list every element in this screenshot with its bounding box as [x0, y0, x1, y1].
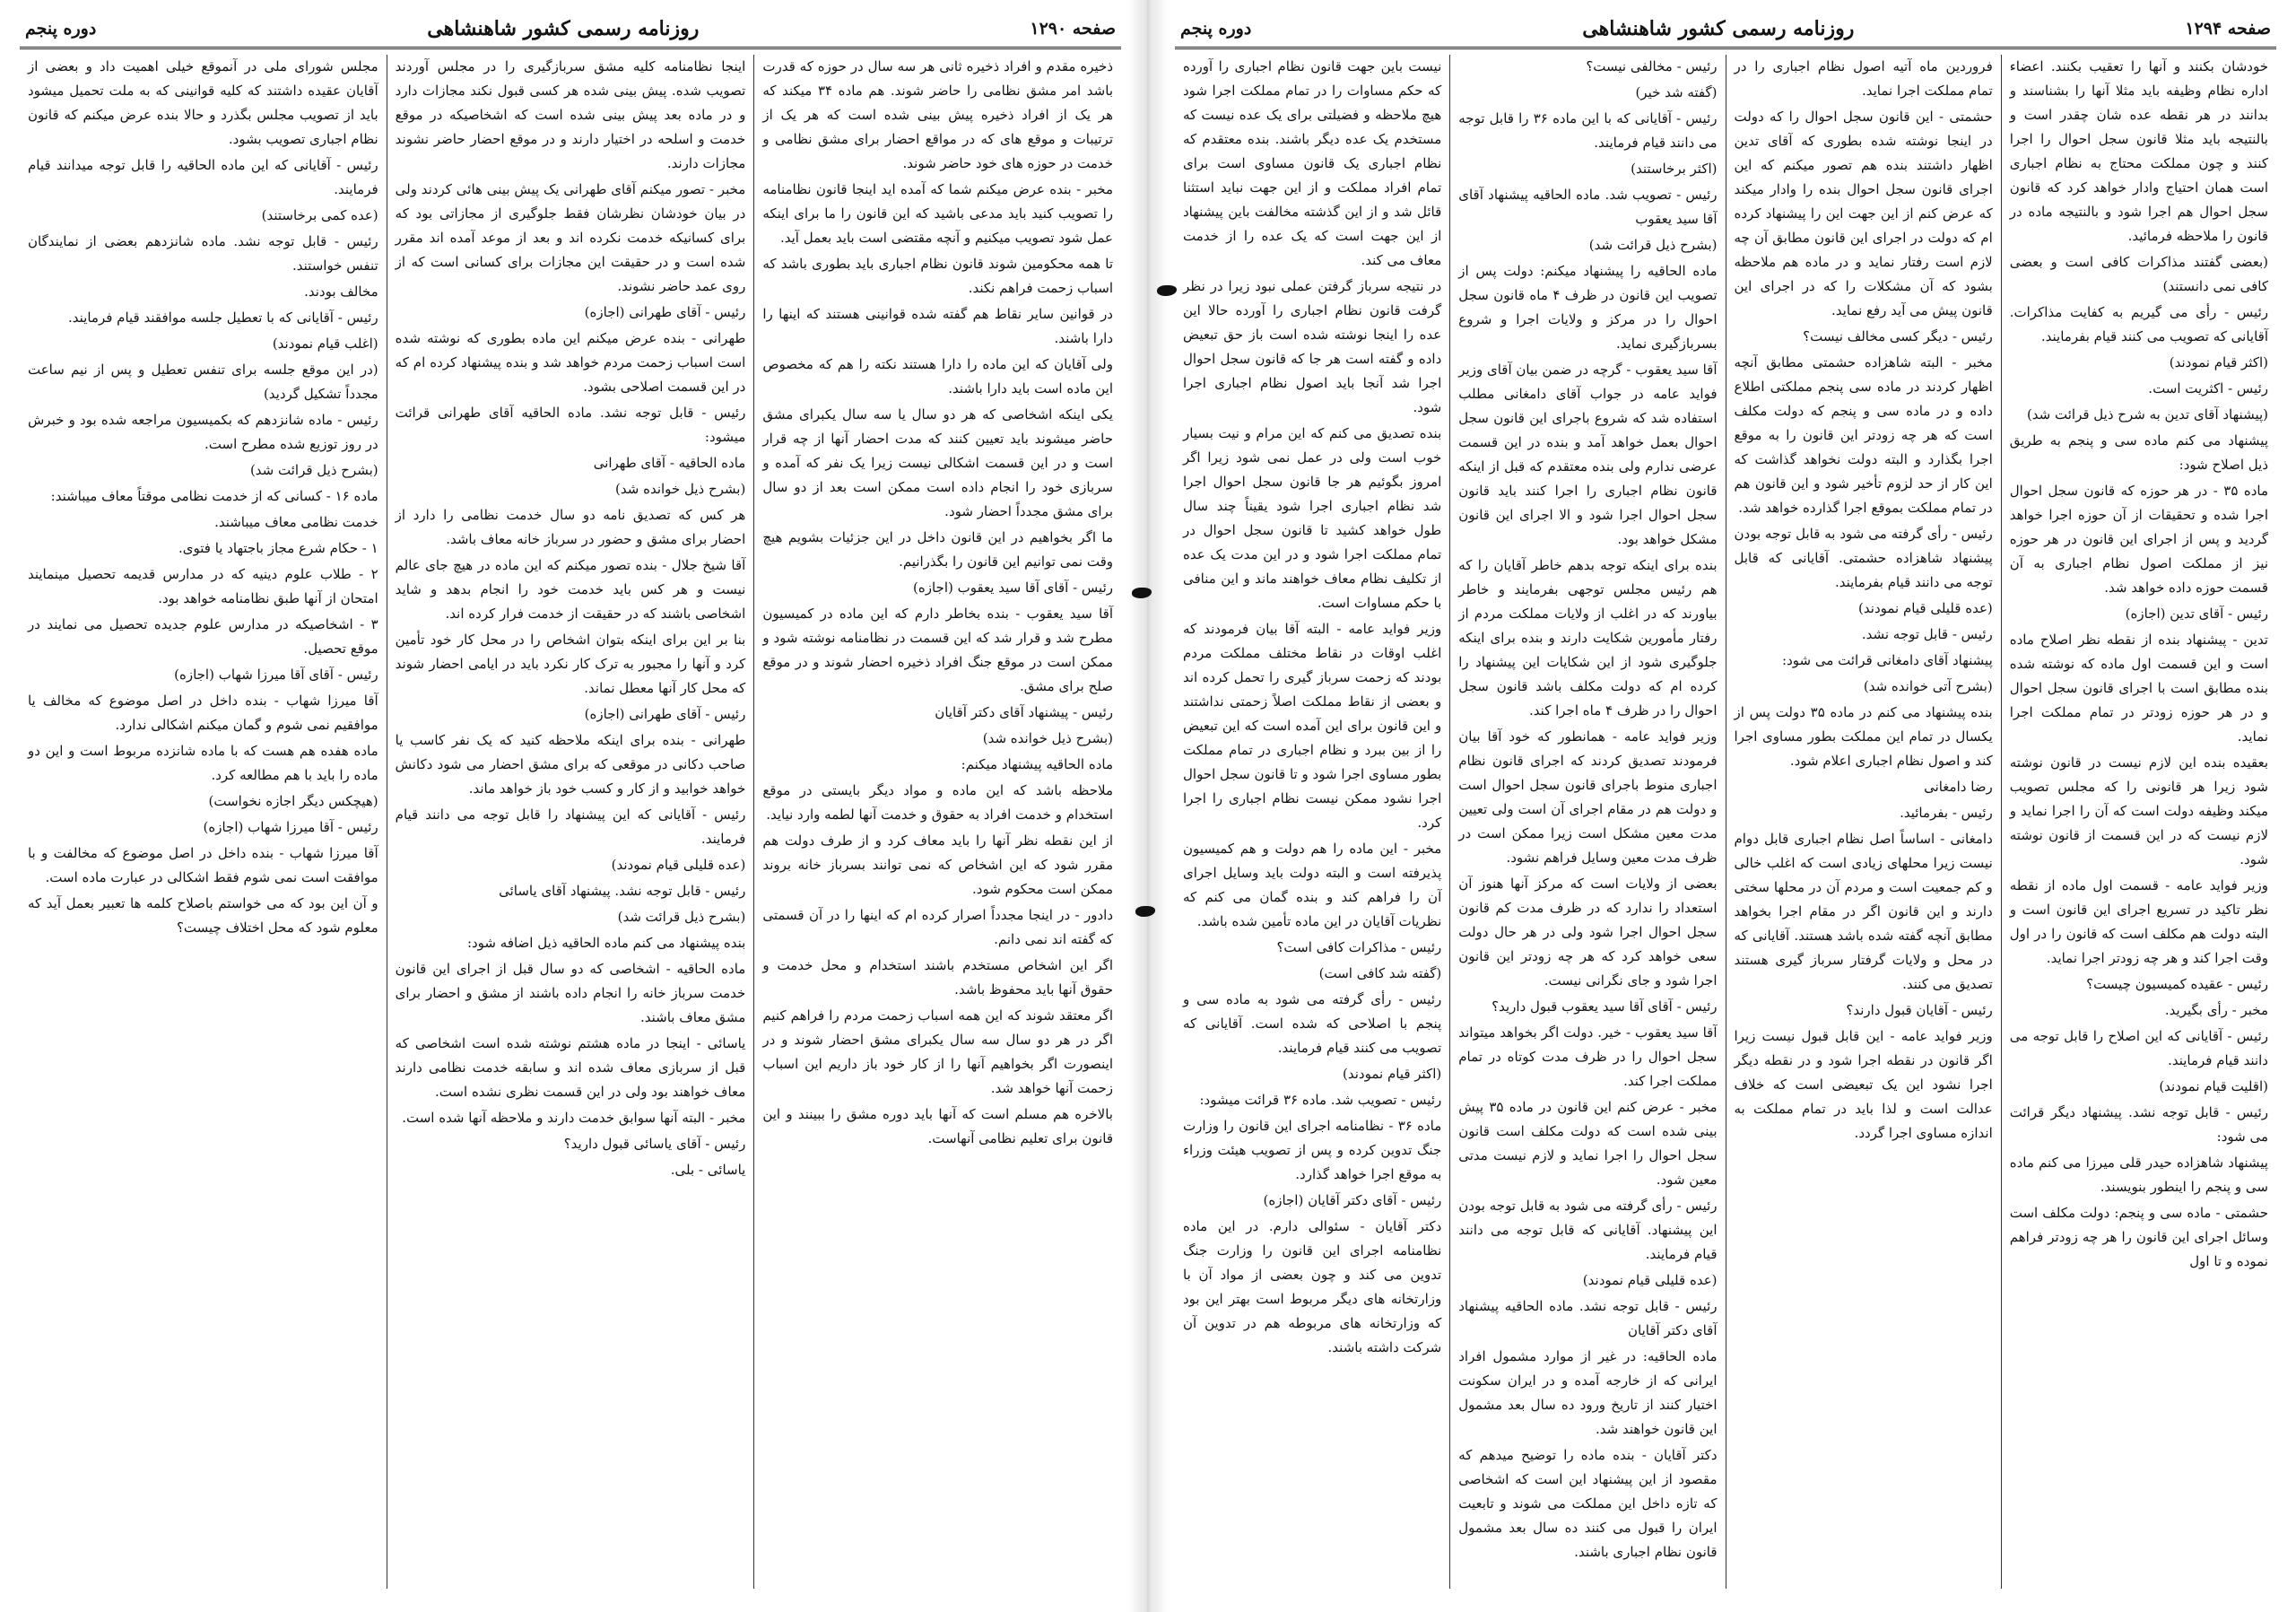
paragraph: رئیس - قابل توجه نشد. پیشنهاد آقای یاسائی: [499, 883, 746, 899]
paragraph: رئیس - تصویب شد. ماده الحاقیه پیشنهاد آقای آقا سید یعقوب: [1458, 187, 1718, 227]
left-page-header: [20, 11, 1121, 49]
paragraph: مخبر - عرض کنم این قانون در ماده ۳۵ پیش بینی شده است که دولت مکلف است قانون سجل احوال را اجرا نماید و لازم نیست مدتی معین شود.: [1458, 1099, 1718, 1188]
paragraph: دادور - در اینجا مجدداً اصرار کرده ام که اینها را در آن قسمتی که گفته اند نمی دانم.: [762, 907, 1113, 947]
paragraph: مخبر - این ماده را هم دولت و هم کمیسیون پذیرفته است و البته دولت باید وسایل اجرای آن را فراهم کند و بنده گمان می کنم که نظریات آقایان در این ماده تأمین شده باشد.: [1183, 841, 1442, 929]
paragraph: نیست باین جهت قانون نظام اجباری را آورده که حکم مساوات را در تمام مملکت اجرا شود هیچ ملاحظه و فضیلتی برای یک عده نیست که مستخدم یک عده دیگر باشند. بنده معتقدم که نظام اجباری یک قانون مساوی است برای تمام افراد مملکت و از این جهت نباید استثنا قائل شد و از این گذشته مخالفت باین پیشنهاد از این جهت است که یک عده را از خدمت معاف می کند.: [1183, 58, 1442, 268]
paragraph: مخالف بودند.: [304, 283, 378, 300]
paragraph: (بعضی گفتند مذاکرات کافی است و بعضی کافی نمی دانستند): [2009, 254, 2268, 294]
paragraph: رئیس - آقای دکتر آقایان (اجازه): [1263, 1192, 1442, 1208]
paragraph: رئیس - رأی می گیریم به کفایت مذاکرات. آقایانی که تصویب می کنند قیام بفرمایند.: [2009, 304, 2268, 344]
paragraph: (هیچکس دیگر اجازه نخواست): [208, 793, 378, 809]
paragraph: ملاحظه باشد که این ماده و مواد دیگر بایستی در موقع استخدام و خدمت افراد به حقوق و خدمت آنها لطمه وارد نیاید.: [762, 782, 1113, 823]
paragraph: رئیس - پیشنهاد آقای دکتر آقایان: [935, 704, 1113, 720]
paragraph: حشمتی - این قانون سجل احوال را که دولت در اینجا نوشته شده بطوری که آقای تدین اظهار داشتند بنده هم تصور میکنم که این اجرای قانون سجل احوال بنده را وادار میکند که عرض کنم از این جهت این را پیشنهاد کرده ام که دولت در اجرای این قانون مطابق آن چه لازم است رفتار نماید و در ماده هم ملاحظه بشود که آن مشکلات را که در اجرای این قانون پیش می آید رفع نماید.: [1734, 109, 1993, 318]
paragraph: هر کس که تصدیق نامه دو سال خدمت نظامی را دارد از احضار برای مشق و حضور در سرباز خانه معاف باشد.: [395, 507, 746, 547]
paragraph: تا همه محکومین شوند قانون نظام اجباری باید بطوری باشد که اسباب زحمت فراهم نکند.: [762, 256, 1113, 296]
paragraph: طهرانی - بنده برای اینکه ملاحظه کنید که یک نفر کاسب یا صاحب دکانی در موقعی که برای مشق احضار می شود دکانش خواهد خوابید و از کار و کسب خود باز خواهد ماند.: [395, 732, 746, 797]
paragraph: در نتیجه سرباز گرفتن عملی نبود زیرا در نظر گرفت قانون نظام اجباری را آورده حالا این عده را اینجا نوشته شده است باز حق تبعیض داده و گفته است هر جا که قانون سجل احوال اجرا شد آنجا باید اصول نظام اجباری اجرا شود.: [1183, 278, 1442, 415]
paragraph: (اکثر قیام نمودند): [1343, 1066, 1442, 1082]
paragraph: اینجا نظامنامه کلیه مشق سربازگیری را در مجلس آوردند تصویب شده. پیش بینی شده هر کسی قبول نکند مجازات دارد و در ماده بعد پیش بینی شده است که اشخاصیکه در موقع خدمت و اسلحه در اختیار دارند و در موقع احضار حاضر نشوند مجازات دارند.: [395, 58, 746, 171]
paragraph: دکتر آقایان - سئوالی دارم. در این ماده نظامنامه اجرای این قانون را وزارت جنگ تدوین می کند و چون بعضی از مواد آن با وزارتخانه های دیگر مربوط است بهتر این بود که وزارتخانه های مربوطه هم در تدوین آن شرکت داشته باشند.: [1183, 1218, 1442, 1355]
paragraph: ماده الحاقیه پیشنهاد میکنم:: [961, 756, 1113, 772]
paragraph: بنا بر این برای اینکه بتوان اشخاص را در محل کار خود تأمین کرد و آنها را مجبور به ترک کار نکرد باید در ایامی احضار شوند که محل کار آنها معطل نماند.: [395, 632, 746, 696]
paragraph: رئیس - تصویب شد. ماده ۳۶ قرائت میشود:: [1199, 1092, 1442, 1108]
paragraph: (در این موقع جلسه برای تنفس تعطیل و پس از نیم ساعت مجدداً تشکیل گردید): [27, 362, 378, 402]
paragraph: ماده ۳۵ - در هر حوزه که قانون سجل احوال اجرا شده و تحقیقات از آن حوزه اجرا خواهد گردید و پس از اجرای این قانون در هر حوزه نیز از مملکت اصول نظام اجباری به آن قسمت حوزه داده خواهد شد.: [2009, 483, 2268, 596]
paragraph: رئیس - آقایانی که این اصلاح را قابل توجه می دانند قیام فرمایند.: [2009, 1028, 2268, 1068]
paragraph: ماده الحاقیه را پیشنهاد میکنم: دولت پس از تصویب این قانون در ظرف ۴ ماه قانون سجل احوال را در مرکز و ولایات اجرا و شروع بسربازگیری نماید.: [1458, 263, 1718, 352]
paragraph: رئیس - آقایانی که این ماده الحاقیه را قابل توجه میدانند قیام فرمایند.: [27, 157, 378, 197]
paragraph: رئیس - رأی گرفته می شود به قابل توجه بودن پیشنهاد شاهزاده حشمتی. آقایانی که قابل توجه می دانند قیام بفرمایند.: [1734, 526, 1993, 590]
paragraph: ما اگر بخواهیم در این قانون داخل در این جزئیات بشویم هیچ وقت نمی توانیم این قانون را بگذرانیم.: [762, 529, 1113, 570]
paragraph: اگر این اشخاص مستخدم باشند استخدام و محل خدمت و حقوق آنها باید محفوظ باشد.: [762, 957, 1113, 998]
paragraph: مخبر - تصور میکنم آقای طهرانی یک پیش بینی هائی کردند ولی در بیان خودشان نظرشان فقط جلوگیری از مجازاتی بود که برای کسانیکه خدمت نکرده اند و بعد از موعد آمده اند مقرر شده است و در حقیقت این مجازات برای کسانی است که از روی عمد حاضر نشوند.: [395, 181, 746, 294]
paragraph: مخبر - رأی بگیرید.: [2164, 1002, 2268, 1018]
paragraph: (اکثر برخاستند): [1631, 161, 1718, 177]
paragraph: ذخیره مقدم و افراد ذخیره ثانی هر سه سال در حوزه که قدرت باشد امر مشق نظامی را حاضر شوند. هم ماده ۳۴ میکند که هر یک از افراد ذخیره پیش بینی شده است که هر یک از ترتیبات و موقع های که در مواقع احضار برای مشق نظامی و خدمت در حوزه های خود حاضر شوند.: [762, 58, 1113, 171]
text-column: [1449, 55, 1725, 1589]
paragraph: خودشان بکنند و آنها را تعقیب بکنند. اعضاء اداره نظام وظیفه باید مثلا آنها را بشناسند و بدانند در هر نقطه عده شان چقدر است و بالنتیجه باید مثلا قانون سجل احوال را اجرا کنند و چون مملکت محتاج به نظام اجباری است همان احتیاج وادار خواهد کرد که قانون سجل احوال هم اجرا شود و بالنتیجه ماده در قانون را ملاحظه فرمائید.: [2009, 58, 2268, 244]
paragraph: رئیس - رأی گرفته می شود به قابل توجه بودن این پیشنهاد. آقایانی که قابل توجه می دانند قیام فرمایند.: [1458, 1198, 1718, 1262]
paragraph: رئیس - قابل توجه نشد. ماده الحاقیه پیشنهاد آقای دکتر آقایان: [1458, 1298, 1718, 1338]
paragraph: و آن این بود که می خواستم باصلاح کلمه ها تعبیر بعمل آید که معلوم شود که محل اختلاف چیست؟: [27, 895, 378, 936]
paragraph: ماده الحاقیه - آقای طهرانی: [593, 455, 746, 471]
paragraph: وزیر فواید عامه - البته آقا بیان فرمودند که اغلب اوقات در نقاط مختلف مملکت مردم بودند که زحمت سرباز گیری را تحمل کرده اند و بعضی از نقاط مملکت اصلاً زحمتی نداشتند و این قانون برای این آمده است که این تبعیض را از بین ببرد و نظام اجباری در تمام مملکت بطور مساوی اجرا شود و تا قانون سجل احوال اجرا نشود ممکن نیست نظام اجباری را اجرا کرد.: [1183, 621, 1442, 831]
paragraph: وزیر فواید عامه - این قابل قبول نیست زیرا اگر قانون در نقطه اجرا شود و در نقطه دیگر اجرا نشود این یک تبعیضی است که خلاف عدالت است و لذا باید در تمام مملکت به اندازه مساوی اجرا گردد.: [1734, 1028, 1993, 1141]
paragraph: ماده الحاقیه - اشخاصی که دو سال قبل از اجرای این قانون خدمت سرباز خانه را انجام داده باشند از مشق و احضار برای مشق معاف باشند.: [395, 961, 746, 1025]
paragraph: آقا سید یعقوب - خیر. دولت اگر بخواهد میتواند سجل احوال را در ظرف مدت کوتاه در تمام مملکت اجرا کند.: [1458, 1024, 1718, 1089]
paragraph: (بشرح آتی خوانده شد): [1863, 678, 1993, 694]
paragraph: (بشرح ذیل قرائت شد): [249, 462, 378, 478]
paragraph: رئیس - رأی گرفته می شود به ماده سی و پنجم با اصلاحی که شده است. آقایانی که تصویب می کنند قیام فرمایند.: [1183, 991, 1442, 1056]
paragraph: پیشنهاد شاهزاده حیدر قلی میرزا می کنم ماده سی و پنجم را اینطور بنویسند.: [2009, 1155, 2268, 1195]
paragraph: ۱ - حکام شرع مجاز باجتهاد یا فتوی.: [178, 540, 378, 556]
paragraph: خدمت نظامی معاف میباشند.: [214, 514, 378, 530]
paragraph: (گفته شد خیر): [1635, 84, 1718, 100]
paragraph: بنده پیشنهاد می کنم در ماده ۳۵ دولت پس از یکسال در تمام این مملکت بطور مساوی اجرا کند و اصول نظام اجباری اعلام شود.: [1734, 704, 1993, 769]
paragraph: رئیس - بفرمائید.: [1900, 805, 1993, 821]
paragraph: رئیس - آقایانی که این پیشنهاد را قابل توجه می دانند قیام فرمایند.: [395, 806, 746, 847]
paragraph: (اقلیت قیام نمودند): [2159, 1078, 2268, 1094]
paragraph: وزیر فواید عامه - همانطور که خود آقا بیان فرمودند تصدیق کردند که اجرای قانون نظام اجباری منوط باجرای قانون سجل احوال است و دولت هم در مقام اجرای آن است ولی تعیین مدت معین مشکل است زیرا ممکن است در ظرف مدت معین وسایل فراهم نشود.: [1458, 728, 1718, 866]
paragraph: آقا میرزا شهاب - بنده داخل در اصل موضوع که مخالفت و با موافقت است نمی شوم فقط اشکالی در عبارت ماده است.: [27, 845, 378, 885]
paragraph: رئیس - دیگر کسی مخالف نیست؟: [1803, 328, 1993, 344]
text-column: [387, 55, 754, 1589]
right-paper-title: روزنامه رسمی کشور شاهنشاهی: [1582, 17, 1855, 40]
paragraph: رئیس - آقایانی که با تعطیل جلسه موافقند قیام فرمایند.: [68, 309, 378, 326]
paragraph: رئیس - آقایانی که با این ماده ۳۶ را قابل توجه می دانند قیام فرمایند.: [1458, 110, 1718, 151]
paragraph: مجلس شورای ملی در آنموقع خیلی اهمیت داد و بعضی از آقایان عقیده داشتند که کلیه قوانینی که به ملت تحمیل میشود باید از تصویب مجلس بگذرد و حالا بنده عرض میکنم که قانون نظام اجباری تصویب بشود.: [27, 58, 378, 147]
paragraph: مخبر - بنده عرض میکنم شما که آمده اید اینجا قانون نظامنامه را تصویب کنید باید مدعی باشید که این قانون را ما برای اینکه عمل شود تصویب میکنیم و آنچه مقتضی است باید بعمل آید.: [762, 181, 1113, 246]
paragraph: یکی اینکه اشخاصی که هر دو سال یا سه سال یکبرای مشق حاضر میشوند باید تعیین کنند که مدت احضار آنها از چه قرار است و در این قسمت اشکالی نیست زیرا یک نفر که آمده و سربازی خود را انجام داده است ممکن است بعد از دو سال برای مشق مجدداً احضار شود.: [762, 406, 1113, 519]
left-page-number: صفحه ۱۲۹۰: [1030, 19, 1116, 39]
right-columns: [1175, 55, 2276, 1589]
paragraph: پیشنهاد می کنم ماده سی و پنجم به طریق ذیل اصلاح شود:: [2009, 432, 2268, 473]
paragraph: ماده الحاقیه: در غیر از موارد مشمول افراد ایرانی که از خارجه آمده و در ایران سکونت اختیار کنند از تاریخ ورود ده سال بعد مشمول این قانون خواهند شد.: [1458, 1348, 1718, 1437]
paragraph: رئیس - آقای طهرانی (اجازه): [584, 304, 746, 320]
paragraph: بعضی از ولایات است که مرکز آنها هنوز آن استعداد را ندارد که در ظرف مدت کم قانون سجل احوال اجرا شود ولی در هر حال دولت سعی خواهد کرد که هر چه زودتر این قانون اجرا شود و جای نگرانی نیست.: [1458, 876, 1718, 989]
paragraph: یاسائی - بلی.: [670, 1162, 746, 1178]
left-columns: [20, 55, 1121, 1589]
paragraph: رئیس - آقای آقا میرزا شهاب (اجازه): [174, 667, 378, 683]
paragraph: ماده ۳۶ - نظامنامه اجرای این قانون را وزارت جنگ تدوین کرده و پس از تصویب هیئت وزراء به موقع اجرا خواهد گذارد.: [1183, 1118, 1442, 1182]
paragraph: طهرانی - بنده عرض میکنم این ماده بطوری که نوشته شده است اسباب زحمت مردم خواهد شد و بنده پیشنهاد کرده ام که در این قسمت اصلاحی بشود.: [395, 330, 746, 395]
paragraph: رضا دامغانی: [1924, 779, 1993, 795]
paragraph: رئیس - مخالفی نیست؟: [1586, 58, 1718, 74]
paragraph: (بشرح ذیل قرائت شد): [1588, 237, 1718, 253]
paragraph: ماده ۱۶ - کسانی که از خدمت نظامی موقتاً معاف میباشند:: [50, 488, 378, 504]
paragraph: (اغلب قیام نمودند): [272, 335, 378, 352]
paragraph: (پیشنهاد آقای تدین به شرح ذیل قرائت شد): [2026, 406, 2268, 423]
paragraph: (عده قلیلی قیام نمودند): [611, 857, 746, 873]
paragraph: (عده قلیلی قیام نمودند): [1858, 600, 1993, 616]
right-session: دوره پنجم: [1180, 19, 1252, 39]
paragraph: رئیس - ماده شانزدهم که بکمیسیون مراجعه شده بود و خبرش در روز توزیع شده مطرح است.: [27, 412, 378, 452]
paragraph: (بشرح ذیل خوانده شد): [615, 481, 746, 497]
paragraph: اگر معتقد شوند که این همه اسباب زحمت مردم را فراهم کنیم اگر در هر دو سال سه سال یکبرای مشق احضار شوند و در اینصورت اگر بخواهیم آنها را از کار خود باز داریم این اسباب زحمت آنها خواهد شد.: [762, 1007, 1113, 1096]
paragraph: رئیس - قابل توجه نشد. پیشنهاد دیگر قرائت می شود:: [2009, 1104, 2268, 1145]
paragraph: آقا سید یعقوب - گرچه در ضمن بیان آقای وزیر فواید عامه در جواب آقای دامغانی مطلب استفاده شد که شروع باجرای این قانون سجل احوال بعمل خواهد آمد و بنده در این قسمت عرضی ندارم ولی بنده معتقدم که قبل از اینکه قانون نظام اجباری را اجرا کنند باید قانون سجل احوال اجرا شود و الا اجرای این قانون مشکل خواهد بود.: [1458, 362, 1718, 547]
paragraph: تدین - پیشنهاد بنده از نقطه نظر اصلاح ماده است و این قسمت اول ماده که نوشته شده بنده مطابق است با اجرای قانون سجل احوال و در هر حوزه زودتر در تمام مملکت اجرا نماید.: [2009, 632, 2268, 745]
right-page-header: [1175, 11, 2276, 49]
paragraph: در قوانین سایر نقاط هم گفته شده قوانینی هستند که اینها را دارا باشند.: [762, 306, 1113, 346]
paragraph: (عده کمی برخاستند): [261, 207, 378, 223]
paragraph: دکتر آقایان - بنده ماده را توضیح میدهم که مقصود از این پیشنهاد این است که اشخاصی که تازه داخل این مملکت می شوند و تابعیت ایران را قبول می کنند ده سال بعد مشمول قانون نظام اجباری باشند.: [1458, 1447, 1718, 1560]
paragraph: وزیر فواید عامه - قسمت اول ماده از نقطه نظر تاکید در تسریع اجرای این قانون است و البته دولت هم مکلف است که قانون را در اول وقت اجرا کند و هر چه زودتر اجرا نماید.: [2009, 877, 2268, 966]
paragraph: رئیس - آقای آقا سید یعقوب قبول دارید؟: [1492, 998, 1718, 1015]
right-page-number: صفحه ۱۲۹۴: [2185, 19, 2271, 39]
paragraph: رئیس - آقای طهرانی (اجازه): [584, 706, 746, 722]
paragraph: بنده برای اینکه توجه بدهم خاطر آقایان را که هم رئیس مجلس توجهی بفرمایند و خاطر بیاورند که در اغلب از ولایات مملکت مردم از رفتار مأمورین شکایت دارند و بنده برای اینکه جلوگیری شود از این شکایات این پیشنهاد را کرده ام که دولت مکلف باشد قانون سجل احوال را در ظرف ۴ ماه اجرا کند.: [1458, 557, 1718, 719]
paragraph: رئیس - عقیده کمیسیون چیست؟: [2086, 976, 2268, 992]
paragraph: فروردین ماه آتیه اصول نظام اجباری را در تمام مملکت اجرا نماید.: [1734, 58, 1993, 99]
right-page: [1148, 0, 2296, 1612]
paragraph: (اکثر قیام نمودند): [2169, 354, 2268, 370]
paragraph: (بشرح ذیل خوانده شد): [982, 730, 1113, 746]
paragraph: رئیس - آقای تدین (اجازه): [2125, 606, 2268, 622]
paragraph: رئیس - قابل توجه نشد.: [1861, 626, 1993, 642]
paragraph: ۲ - طلاب علوم دینیه که در مدارس قدیمه تحصیل مینمایند امتحان از آنها طبق نظامنامه خواهد بود.: [27, 566, 378, 606]
paragraph: رئیس - قابل توجه نشد. ماده الحاقیه آقای طهرانی قرائت میشود:: [395, 405, 746, 445]
paragraph: دامغانی - اساساً اصل نظام اجباری قابل دوام نیست زیرا محلهای زیادی است که اغلب خالی و کم جمعیت است و مردم آن در محلها سختی دارند و این قانون اگر در مقام اجرا بخواهد مطابق آنچه گفته شده باشد هستند. آقایانی که در محل و ولایات گرفتار سرباز گیری هستند تصدیق می کنند.: [1734, 831, 1993, 992]
paragraph: (گفته شد کافی است): [1318, 965, 1442, 981]
paragraph: بالاخره هم مسلم است که آنها باید دوره مشق را ببینند و این قانون برای تعلیم نظامی آنهاست.: [762, 1106, 1113, 1146]
paragraph: بنده پیشنهاد می کنم ماده الحاقیه ذیل اضافه شود:: [466, 935, 746, 951]
text-column: [1175, 55, 1449, 1589]
paragraph: آقا شیخ جلال - بنده تصور میکنم که این ماده در هیچ جای عالم نیست و هر کس باید خدمت خود را انجام بدهد و شاید اشخاصی باشند که در حقیقت از خدمت فرار کرده اند.: [395, 557, 746, 622]
paragraph: رئیس - آقایان قبول دارند؟: [1846, 1002, 1993, 1018]
paragraph: یاسائی - اینجا در ماده هشتم نوشته شده است اشخاصی که قبل از سربازی معاف شده اند و سابقه خدمت نظامی دارند معاف خواهند بود ولی در این قسمت نظری نشده است.: [395, 1035, 746, 1100]
paragraph: رئیس - مذاکرات کافی است؟: [1276, 939, 1442, 955]
paragraph: رئیس - آقای آقا سید یعقوب (اجازه): [913, 579, 1113, 596]
paragraph: ولی آقایان که این ماده را دارا هستند نکته را هم که مخصوص این ماده است باید دارا باشند.: [762, 356, 1113, 396]
paragraph: بعقیده بنده این لازم نیست در قانون نوشته شود زیرا هر قانونی را که مجلس تصویب میکند وظیفه دولت است که آن را اجرا نماید و لازم نیست که در این قسمت از قانون نوشته شود.: [2009, 754, 2268, 867]
paragraph: رئیس - آقای یاسائی قبول دارید؟: [563, 1136, 746, 1152]
paragraph: بنده تصدیق می کنم که این مرام و نیت بسیار خوب است ولی در عمل نمی شود زیرا اگر امروز بگوئیم هر جا قانون سجل احوال اجرا شد نظام اجباری اجرا شود یقیناً چند سال طول خواهد کشید تا قانون سجل احوال در تمام مملکت اجرا شود و در این مدت یک عده از تکلیف نظام معاف خواهند ماند و این منافی با حکم مساوات است.: [1183, 425, 1442, 611]
paragraph: مخبر - البته شاهزاده حشمتی مطابق آنچه اظهار کردند در ماده سی پنجم مملکتی اطلاع داده و در ماده سی و پنجم که دولت مکلف است که هر چه زودتر این قانون را به موقع اجرا بگذارد و البته دولت نخواهد گذاشت که این کار از حد لزوم تأخیر شود و این قانون هم در تمام مملکت بموقع اجرا گذارده خواهد شد.: [1734, 354, 1993, 516]
paragraph: (عده قلیلی قیام نمودند): [1582, 1272, 1718, 1288]
paragraph: مخبر - البته آنها سوابق خدمت دارند و ملاحظه آنها شده است.: [402, 1110, 746, 1126]
paragraph: ۳ - اشخاصیکه در مدارس علوم جدیده تحصیل می نمایند در موقع تحصیل.: [27, 616, 378, 657]
paragraph: رئیس - قابل توجه نشد. ماده شانزدهم بعضی از نمایندگان تنفس خواستند.: [27, 233, 378, 274]
left-paper-title: روزنامه رسمی کشور شاهنشاهی: [427, 17, 700, 40]
text-column: [1726, 55, 2001, 1589]
left-session: دوره پنجم: [25, 19, 97, 39]
paragraph: رئیس - آقا میرزا شهاب (اجازه): [203, 819, 378, 835]
paragraph: حشمتی - ماده سی و پنجم: دولت مکلف است وسائل اجرای این قانون را هر چه زودتر فراهم نموده و تا اول: [2009, 1205, 2268, 1269]
paragraph: آقا سید یعقوب - بنده بخاطر دارم که این ماده در کمیسیون مطرح شد و قرار شد که این قسمت در نظامنامه نوشته شود و ممکن است در موقع جنگ افراد ذخیره احضار شوند و در موقع صلح برای مشق.: [762, 606, 1113, 694]
text-column: [753, 55, 1121, 1589]
paragraph: آقا میرزا شهاب - بنده داخل در اصل موضوع که مخالف یا موافقیم نمی شوم و گمان میکنم اشکالی ندارد.: [27, 693, 378, 733]
paragraph: از این نقطه نظر آنها را باید معاف کرد و از طرف دولت هم مقرر شود که این اشخاص که نمی توانند بسرباز خانه بروند ممکن است محکوم شود.: [762, 832, 1113, 897]
paragraph: پیشنهاد آقای دامغانی قرائت می شود:: [1782, 652, 1993, 668]
paragraph: (بشرح ذیل قرائت شد): [617, 909, 746, 925]
text-column: [20, 55, 387, 1589]
text-column: [2001, 55, 2276, 1589]
paragraph: ماده هفده هم هست که با ماده شانزده مربوط است و این دو ماده را باید با هم مطالعه کرد.: [27, 743, 378, 783]
paragraph: رئیس - اکثریت است.: [2148, 380, 2268, 396]
